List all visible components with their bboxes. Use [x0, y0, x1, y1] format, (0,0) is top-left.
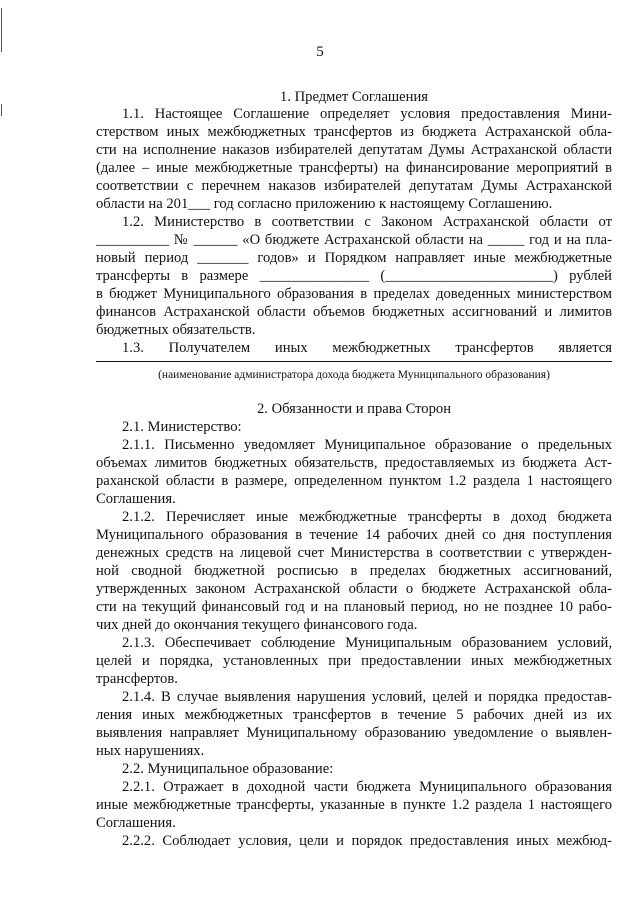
paragraph-line: ления иных межбюджетных трансфертов в течение 5 рабочих дней из их	[96, 707, 612, 723]
paragraph-line: раханской области в размере, определенном пунктом 1.2 раздела 1 настоящего	[96, 473, 612, 489]
paragraph-line: __________ № ______ «О бюджете Астраханской области на _____ год и на пла-	[96, 232, 612, 248]
paragraph-line: 2.1.4. В случае выявления нарушения условий, целей и порядка предостав-	[122, 689, 612, 705]
paragraph-line: объемах лимитов бюджетных обязательств, предоставляемых из бюджета Аст-	[96, 455, 612, 471]
paragraph-line: утвержденных законом Астраханской области о бюджете Астраханской обла-	[96, 581, 612, 597]
page-number: 5	[316, 44, 324, 60]
paragraph-line: 2.2.2. Соблюдает условия, цели и порядок предоставления иных межбюд-	[122, 833, 612, 849]
section-1-heading: 1. Предмет Соглашения	[280, 89, 428, 105]
paragraph-line: (далее – иные межбюджетные трансферты) на финансирование мероприятий в	[96, 160, 612, 176]
paragraph-line: сти на текущий финансовый год и на плановый период, но не позднее 10 рабо-	[96, 599, 612, 615]
paragraph-line: трансферты в размере _______________ (_______________________) рублей	[96, 268, 612, 284]
paragraph-line: ной сводной бюджетной росписью в пределах бюджетных ассигнований,	[96, 563, 612, 579]
paragraph-line: Муниципального образования в течение 14 рабочих дней со дня поступления	[96, 527, 612, 543]
paragraph-line: 1.2. Министерство в соответствии с Законом Астраханской области от	[122, 214, 612, 230]
paragraph-line: целей и порядка, установленных при предоставлении иных межбюджетных	[96, 653, 612, 669]
paragraph-line: трансфертов.	[96, 671, 178, 687]
paragraph-line: области на 201___ год согласно приложению к настоящему Соглашению.	[96, 196, 553, 212]
paragraph-line: соответствии с перечнем наказов избирателей депутатам Думы Астраханской	[96, 178, 612, 194]
paragraph-line: иные межбюджетные трансферты, указанные в пункте 1.2 раздела 1 настоящего	[96, 797, 612, 813]
paragraph-line: денежных средств на лицевой счет Министерства в соответствии с утвержден-	[96, 545, 612, 561]
paragraph-line: Соглашения.	[96, 491, 176, 507]
paragraph-line: стерством иных межбюджетных трансфертов из бюджета Астраханской обла-	[96, 124, 612, 140]
paragraph-line: 2.1. Министерство:	[122, 419, 242, 435]
paragraph-line: новый период _______ годов» и Порядком направляет иные межбюджетные	[96, 250, 612, 266]
recipient-caption: (наименование администратора дохода бюджета Муниципального образования)	[158, 369, 550, 381]
paragraph-line: финансов Астраханской области объемов бюджетных ассигнований и лимитов	[96, 304, 612, 320]
section-2-heading: 2. Обязанности и права Сторон	[256, 401, 452, 417]
recipient-underline	[96, 361, 612, 362]
paragraph-line: ных нарушениях.	[96, 743, 205, 759]
paragraph-line: 2.2. Муниципальное образование:	[122, 761, 334, 777]
paragraph-line: чих дней до окончания текущего финансового года.	[96, 617, 418, 633]
paragraph-line: 2.1.2. Перечисляет иные межбюджетные трансферты в доход бюджета	[122, 509, 612, 525]
paragraph-line: 1.1. Настоящее Соглашение определяет условия предоставления Мини-	[122, 106, 612, 122]
paragraph-line: сти на исполнение наказов избирателей депутатам Думы Астраханской области	[96, 142, 612, 158]
recipient-line: 1.3. Получателем иных межбюджетных трансфертов является	[122, 340, 612, 356]
paragraph-line: 2.2.1. Отражает в доходной части бюджета Муниципального образования	[122, 779, 612, 795]
paragraph-line: 2.1.1. Письменно уведомляет Муниципальное образование о предельных	[122, 437, 612, 453]
paragraph-line: в бюджет Муниципального образования в пределах доведенных министерством	[96, 286, 612, 302]
paragraph-line: выявления направляет Муниципальному образованию уведомление о выявлен-	[96, 725, 612, 741]
paragraph-line: 2.1.3. Обеспечивает соблюдение Муниципальным образованием условий,	[122, 635, 612, 651]
paragraph-line: Соглашения.	[96, 815, 176, 831]
paragraph-line: бюджетных обязательств.	[96, 322, 256, 338]
